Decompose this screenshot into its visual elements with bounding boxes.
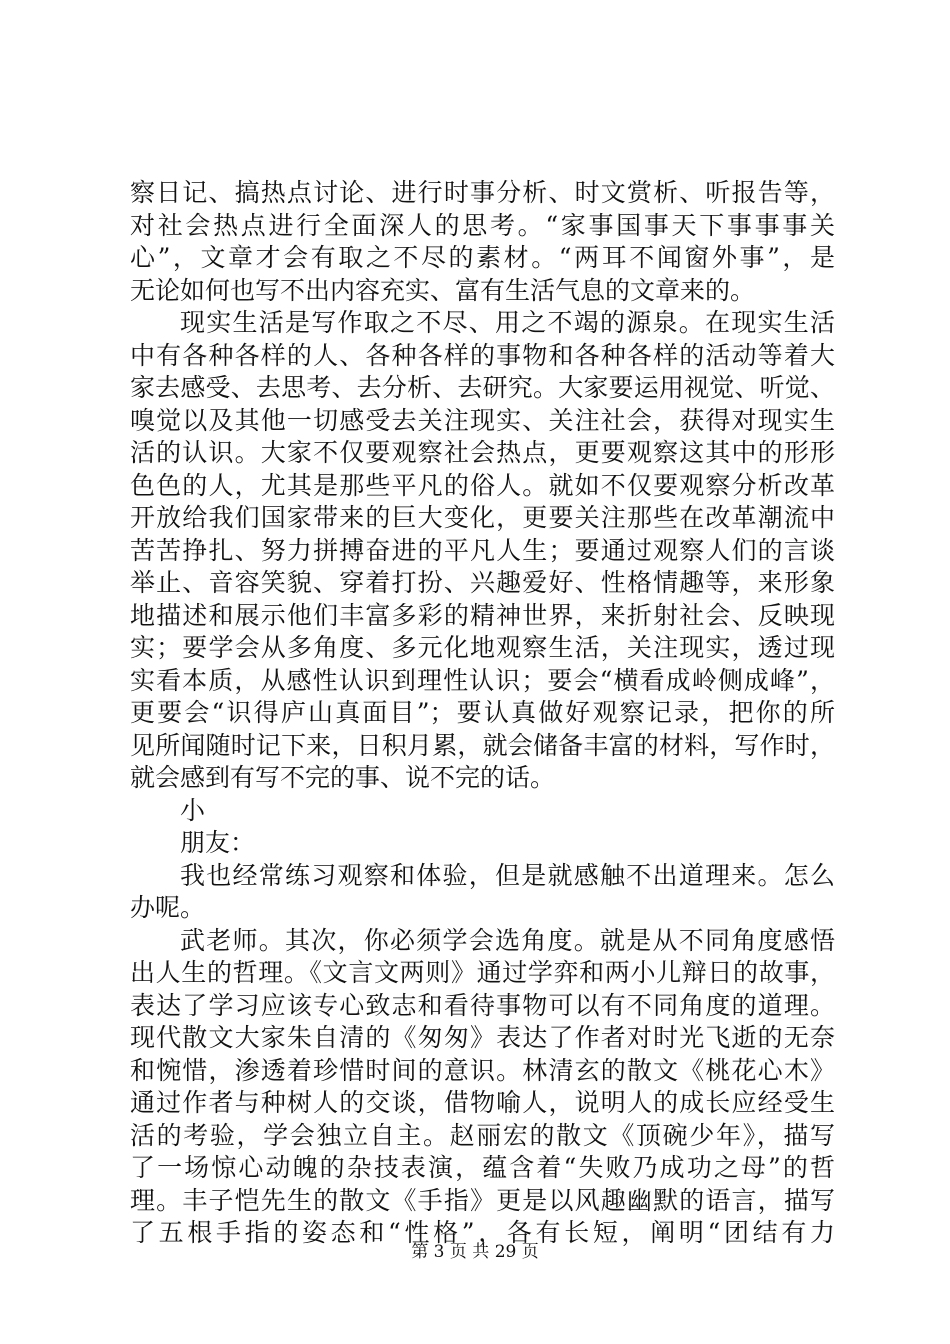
text-line: 小 <box>180 795 206 825</box>
text-line: 举止、音容笑貌、穿着打扮、兴趣爱好、性格情趣等，来形象 <box>130 568 835 597</box>
text-line: 朋友： <box>180 828 256 857</box>
text-line: 出人生的哲理。《文言文两则》通过学弈和两小儿辩日的故事， <box>130 958 835 987</box>
text-line: 理。丰子恺先生的散文《手指》更是以风趣幽默的语言，描写 <box>130 1185 835 1215</box>
text-line: 对社会热点进行全面深人的思考。“家事国事天下事事事关 <box>130 210 835 240</box>
text-line: 色色的人，尤其是那些平凡的俗人。就如不仅要观察分析改革 <box>130 470 835 500</box>
text-line: 现代散文大家朱自清的《匆匆》表达了作者对时光飞逝的无奈 <box>130 1023 835 1052</box>
text-line: 了一场惊心动魄的杂技表演，蕴含着“失败乃成功之母”的哲 <box>130 1153 835 1182</box>
text-line: 我也经常练习观察和体验，但是就感触不出道理来。怎么 <box>180 860 835 890</box>
text-line: 苦苦挣扎、努力拼搏奋进的平凡人生；要通过观察人们的言谈 <box>130 535 835 565</box>
text-line: 心”，文章才会有取之不尽的素材。“两耳不闻窗外事”，是 <box>130 243 835 272</box>
text-line: 办呢。 <box>130 893 206 922</box>
page-number-footer: 第 3 页 共 29 页 <box>411 1242 539 1262</box>
text-line: 实看本质，从感性认识到理性认识；要会“横看成岭侧成峰”， <box>130 665 835 695</box>
text-line: 活的认识。大家不仅要观察社会热点，更要观察这其中的形形 <box>130 438 835 467</box>
text-line: 了五根手指的姿态和“性格”，各有长短，阐明“团结有力 <box>130 1218 835 1247</box>
text-line: 实；要学会从多角度、多元化地观察生活，关注现实，透过现 <box>130 633 835 662</box>
text-line: 察日记、搞热点讨论、进行时事分析、时文赏析、听报告等， <box>130 178 835 207</box>
text-line: 武老师。其次，你必须学会选角度。就是从不同角度感悟 <box>180 925 835 955</box>
text-line: 和惋惜，渗透着珍惜时间的意识。林清玄的散文《桃花心木》 <box>130 1055 835 1085</box>
text-line: 就会感到有写不完的事、说不完的话。 <box>130 763 556 792</box>
text-line: 现实生活是写作取之不尽、用之不竭的源泉。在现实生活 <box>180 308 835 337</box>
text-line: 更要会“识得庐山真面目”；要认真做好观察记录，把你的所 <box>130 698 835 727</box>
text-line: 见所闻随时记下来，日积月累，就会储备丰富的材料，写作时， <box>130 730 835 760</box>
text-line: 中有各种各样的人、各种各样的事物和各种各样的活动等着大 <box>130 340 835 370</box>
text-line: 地描述和展示他们丰富多彩的精神世界，来折射社会、反映现 <box>130 600 835 630</box>
text-line: 家去感受、去思考、去分析、去研究。大家要运用视觉、听觉、 <box>130 373 835 402</box>
text-line: 嗅觉以及其他一切感受去关注现实、关注社会，获得对现实生 <box>130 405 835 435</box>
text-line: 通过作者与种树人的交谈，借物喻人，说明人的成长应经受生 <box>130 1088 835 1117</box>
text-line: 开放给我们国家带来的巨大变化，更要关注那些在改革潮流中 <box>130 503 835 532</box>
text-line: 表达了学习应该专心致志和看待事物可以有不同角度的道理。 <box>130 990 835 1020</box>
text-line: 活的考验，学会独立自主。赵丽宏的散文《顶碗少年》，描写 <box>130 1120 835 1150</box>
text-line: 无论如何也写不出内容充实、富有生活气息的文章来的。 <box>130 275 756 305</box>
